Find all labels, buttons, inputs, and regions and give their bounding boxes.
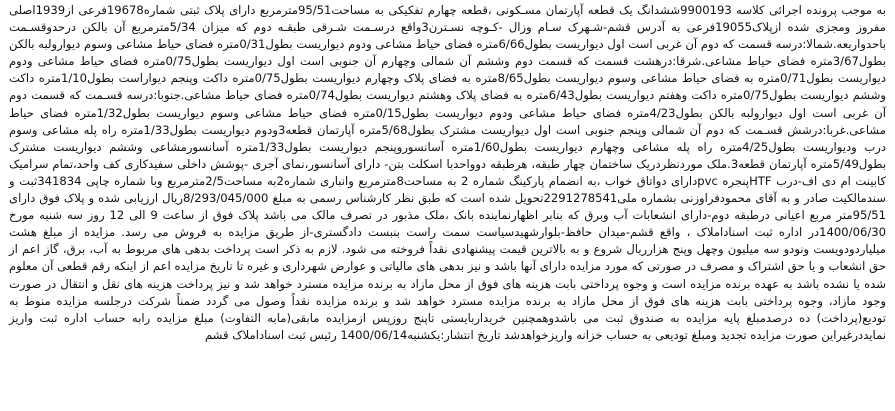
notice-body-text: به موجب پرونده اجرائی کلاسه 9900193ششدانگ یک قطعه آپارتمان مسـکونی ،قطعه چهارم تفکیکی به مساحت95/51مترمربع دارای پلاک ثبتی شماره19678فرعی از1939اصلی مفروز ومجزی شده ازپلاک19055فرعی به آدرس قشم-شـهرک سـام وزال -کـوچه نسـترن3واقع درسـمت شـرقی طبقـه دوم که میزان 5/34مترمربع آن بالکن درحدوقسـمت باحدواربعه.شمالا:درسه قسمت که دوم آن غربی است اول دیواریست بطول6/66متره فضای حیاط مشاعی ودوم دیواریست بطول0/31متره فضای حیاط مشاعی وسوم دیوارولبه بالکن بطول3/67متره فضای حیاط مشاعی.شرقا:درهشت قسمت که قسمت دوم وششم آن شمالی وچهارم آن جنوبی است اول دیواریست بطول0/75متره فضای حیاط مشاعی ودوم دیواریست بطول0/71متره به فضای حیاط مشاعی وسوم دیواریست بطول8/65متره به فضای پلاک وچهارم دیواریست بطول0/75متره داکت وپنجم دیواراست بطول1/10متره داکت وششم دیواریست بطول0/75متره داکت وهفتم دیواریست بطول6/43متره به فضای پلاک وهشتم دیواریست بطول0/74متره فضای حیاط مشاعی.جنوبا:درسه قسـمت که قسمت دوم آن غربی است اول دیوارولبه بالکن بطول4/23متره فضای حیاط مشاعی ودوم دیواریست بطول0/15متره فضای حیاط مشاعی وسوم دیواریست بطول1/32متره فضای حیاط مشاعی.غربا:درشش قسـمت که دوم آن شمالی وپنجم جنوبی است اول دیواریست مشترک بطول5/68متره آپارتمان قطعه3ودوم دیواریست بطول1/33متره راه پله مشاعی وسوم درب ودیواریست بطول4/25متره راه پله مشاعی وچهارم دیواریست بطول1/60متره آسانسوروپنجم دیواریست بطول1/33متره آسانسورمشاعی وششم دیواریست مشترک بطول5/49متره آپارتمان قطعه3.ملک موردنظردریک ساختمان چهار طبقه، هرطبقه دوواحدبا اسکلت بتن- دارای آسانسور،نمای آجری -پوشش داخلی سفیدکاری کف واحد،تمام سرامیک کابینت ام دی اف-درب HTFپنجره pvcدارای دواتاق خواب ،به انضمام پارکینگ شماره 2 به مساحت8مترمربع وانباری شماره2به مساحت2/5مترمربع وبا شماره چاپی 341834ثبت و سندمالکیت صادر و به آقای محمودفراوزنی بشماره ملی2291278541تحویل شده است که طبق نظر کارشناس رسمی به مبلغ 8/293/045/000ریال ارزیابی شده و پلاک فوق دارای 95/51متر مربع اعیانی درطبقه دوم-دارای انشعابات آب وبرق که بنابر اظهارنماینده بانک ،ملک مذبور در تصرف مالک می باشد پلاک فوق از ساعت 9 الی 12 روز سه شنبه مورخ 1400/06/30در اداره ثبت اسناداملاک ، واقع قشم-میدان حافظ-بلوارشهیدسیاست سمت راست بنبست دادگستری-از طریق مزایده به فروش می رسد. مزایده از مبلغ هشت میلیاردودویست ونودو سه میلیون وچهل وپنج هزارریال شروع و به بالاترین قیمت پیشنهادی نقداً فروخته می شود. لازم به ذکر است پرداخت بدهی های مربوط به آب، برق، گاز اعم از حق انشعاب و یا حق اشتراک و مصرف در صورتی که مورد مزایده دارای آنها باشد و نیز بدهی های مالیاتی و عوارض شهرداری و غیره تا تاریخ مزایده اعم از اینکه رقم قطعی آن معلوم شده یا نشده باشد به عهده برنده مزایده است و وجوه پرداختی بابت هزینه های فوق از محل مازاد به برنده مزایده مسترد خواهد شد و نیز پرداخت هزینه های نقل و انتقال در صورت وجود مازاد، وجوه پرداختی بابت هزینه های فوق از محل مازاد به برنده مزایده مسترد خواهد شد و برنده مزایده نقداً وصول می گردد ضمناً شرکت درجلسه مزایده منوط به تودیع(پرداخت) ده درصدمبلغ پایه مزایده به صندوق ثبت می باشدوهمچنین خریداربایستی تاپنج روزپس ازمزایده مابقی(مابه التفاوت) مبلغ مزایده رابه حساب اداره ثبت واریز نمایددرغیراین صورت مزایده تجدید ومبلغ تودیعی به حساب خزانه واریزخواهدشد تاریخ انتشار:یکشنبه1400/06/14 رئیس ثبت اسناداملاک قشم [9,3,887,342]
